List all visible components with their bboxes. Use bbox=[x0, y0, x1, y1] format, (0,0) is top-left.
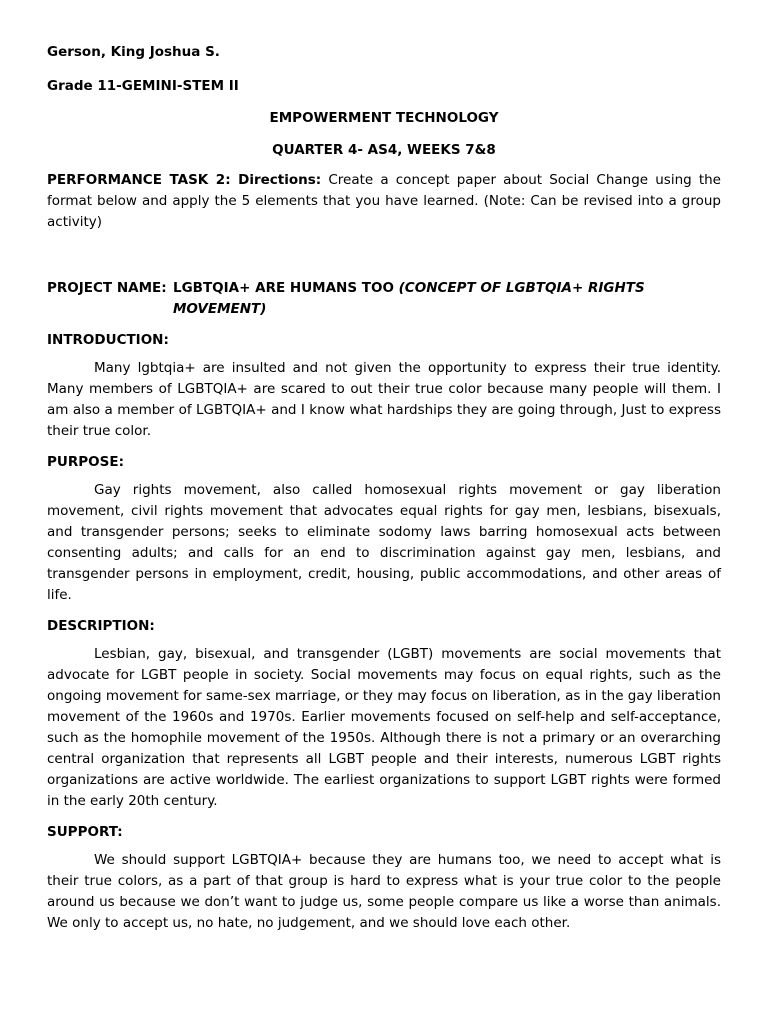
student-name: Gerson, King Joshua S. bbox=[47, 44, 220, 60]
quarter-title: QUARTER 4- AS4, WEEKS 7&8 bbox=[272, 142, 496, 158]
support-heading: SUPPORT: bbox=[47, 824, 123, 840]
subject-title: EMPOWERMENT TECHNOLOGY bbox=[269, 110, 499, 126]
task-label: PERFORMANCE TASK 2: Directions: bbox=[47, 172, 322, 188]
project-subtitle: (CONCEPT OF LGBTQIA+ RIGHTS MOVEMENT) bbox=[173, 280, 645, 317]
description-heading: DESCRIPTION: bbox=[47, 618, 155, 634]
task-directions bbox=[47, 170, 721, 233]
task-text: Create a concept paper about Social Change using the format below and apply the 5 elements that you have learned. (Note: Can be revised into a group activity) bbox=[47, 172, 721, 230]
support-section bbox=[47, 822, 721, 934]
grade-section: Grade 11-GEMINI-STEM II bbox=[47, 78, 239, 94]
introduction-heading: INTRODUCTION: bbox=[47, 332, 169, 348]
description-section bbox=[47, 616, 721, 812]
purpose-body: Gay rights movement, also called homosexual rights movement or gay liberation movement, civil rights movement that advocates equal rights for gay men, lesbians, bisexuals, and transgender persons; seeks to eliminate sodomy laws barring homosexual acts between consenting adults; and calls for an end to discrimination against gay men, lesbians, and transgender persons in employment, credit, housing, public accommodations, and other areas of life. bbox=[47, 482, 721, 603]
project-label: PROJECT NAME: bbox=[47, 280, 167, 296]
purpose-section bbox=[47, 452, 721, 606]
project-name: LGBTQIA+ ARE HUMANS TOO bbox=[173, 280, 394, 296]
introduction-body: Many lgbtqia+ are insulted and not given the opportunity to express their true identity. Many members of LGBTQIA+ are scared to out their true color because many people will them. I am also a member of LGBTQIA+ and I know what hardships they are going through, Just to express their true color. bbox=[47, 360, 721, 439]
support-body: We should support LGBTQIA+ because they are humans too, we need to accept what is their true colors, as a part of that group is hard to express what is your true color to the people around us because we don’t want to judge us, some people compare us like a worse than animals. We only to accept us, no hate, no judgement, and we should love each other. bbox=[47, 852, 721, 931]
project-name-block bbox=[47, 278, 721, 320]
project-title bbox=[173, 278, 721, 320]
introduction-section bbox=[47, 330, 721, 442]
description-body: Lesbian, gay, bisexual, and transgender (LGBT) movements are social movements that advocate for LGBT people in society. Social movements may focus on equal rights, such as the ongoing movement for same-sex marriage, or they may focus on liberation, as in the gay liberation movement of the 1960s and 1970s. Earlier movements focused on self-help and self-acceptance, such as the homophile movement of the 1950s. Although there is not a primary or an overarching central organization that represents all LGBT people and their interests, numerous LGBT rights organizations are active worldwide. The earliest organizations to support LGBT rights were formed in the early 20th century. bbox=[47, 646, 721, 809]
purpose-heading: PURPOSE: bbox=[47, 454, 124, 470]
